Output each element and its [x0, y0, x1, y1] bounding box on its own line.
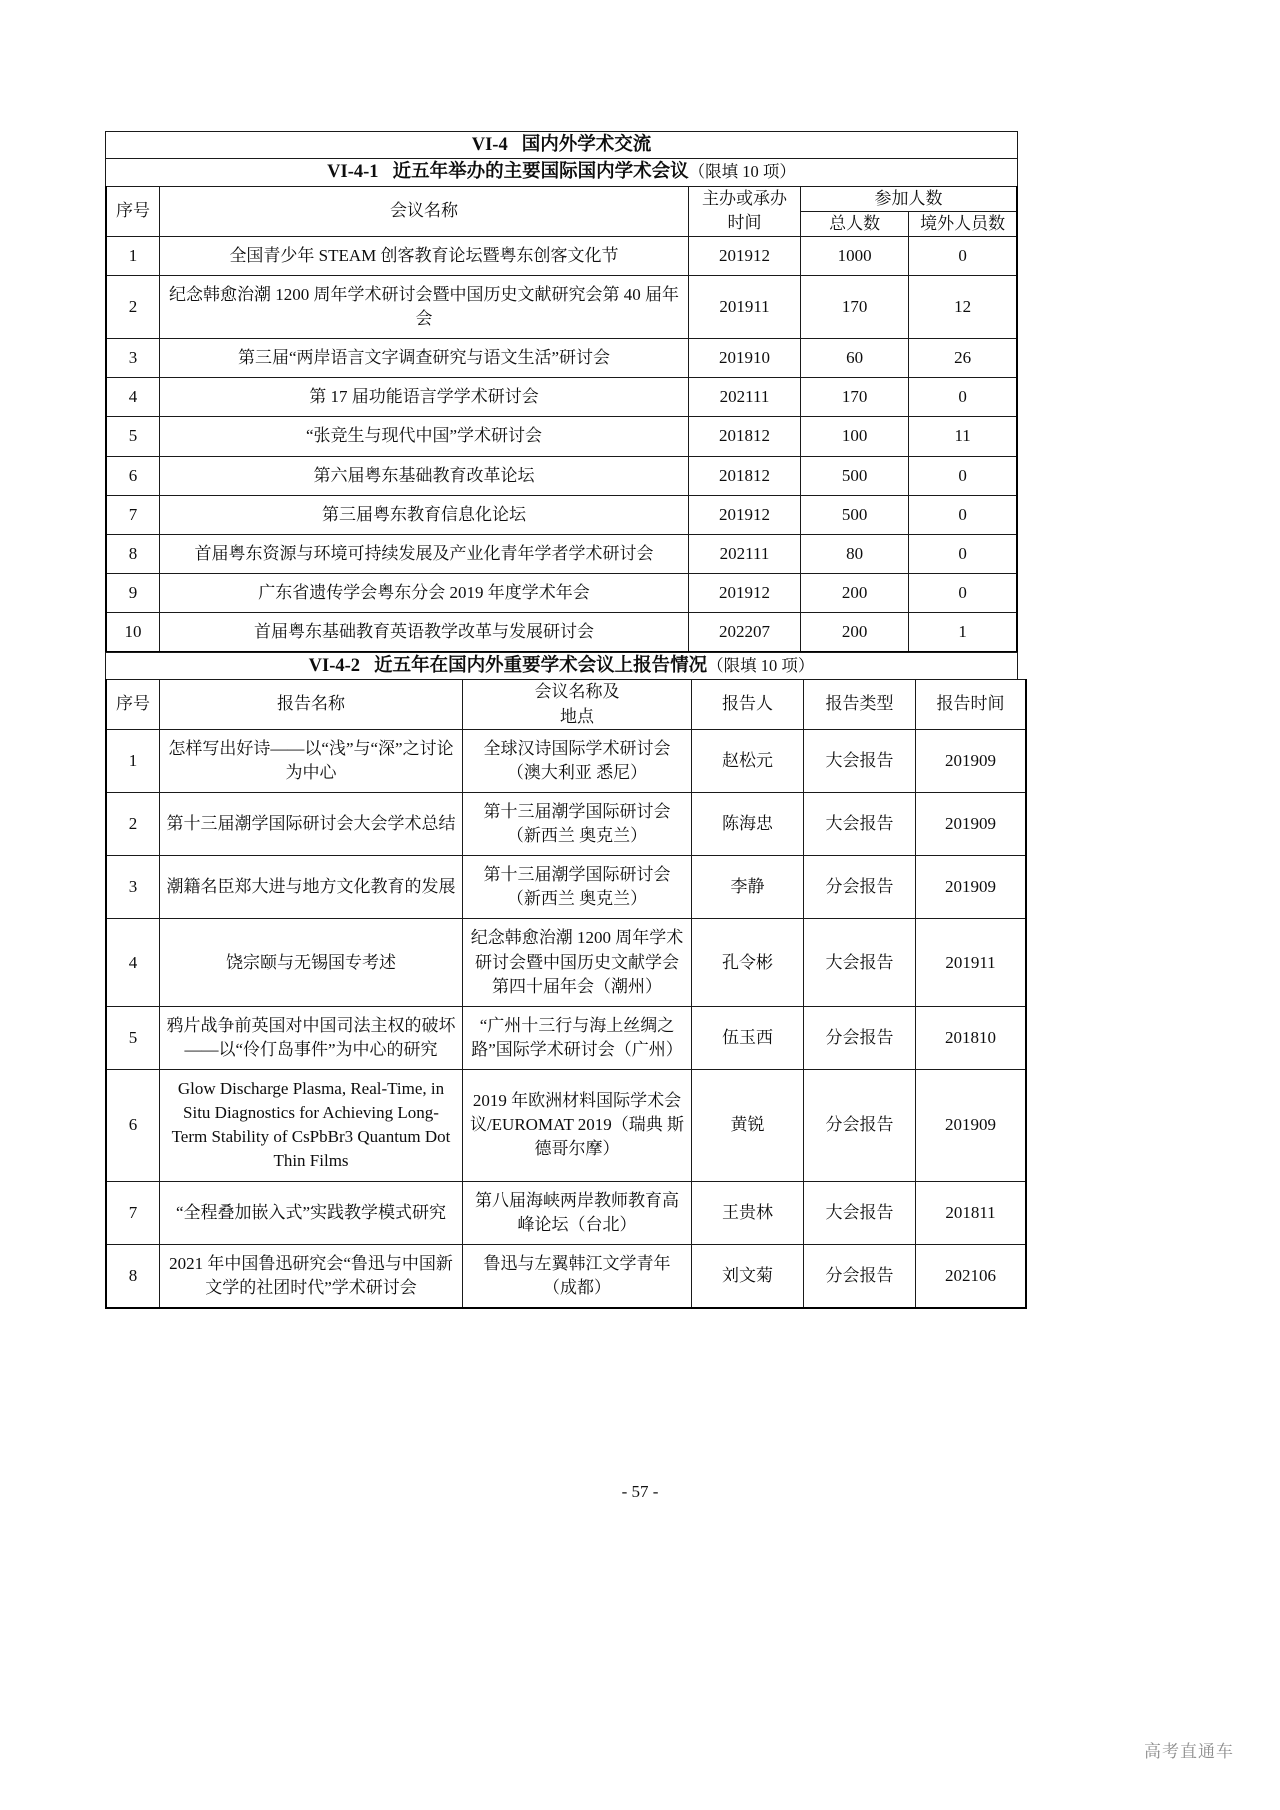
table-row	[106, 1181, 1026, 1244]
cell-report-time	[916, 1070, 1027, 1182]
cell-report-name-text: 2021 年中国鲁迅研究会“鲁迅与中国新文学的社团时代”学术研讨会	[169, 1253, 453, 1297]
cell-seq-text: 8	[128, 543, 138, 563]
table-row	[106, 534, 1017, 573]
cell-report-name	[160, 729, 463, 792]
subsection-band-cell	[106, 159, 1018, 186]
table-row	[106, 919, 1026, 1006]
cell-seq	[106, 417, 160, 456]
cell-host-time-text: 201912	[719, 582, 770, 602]
host-time-line-1: 主办或承办	[702, 189, 787, 209]
cell-total	[801, 495, 909, 534]
cell-conference-name	[160, 236, 689, 275]
cell-conference-place	[463, 1006, 692, 1069]
cell-seq	[106, 1006, 160, 1069]
table-row	[106, 792, 1026, 855]
table-row	[106, 856, 1026, 919]
cell-report-name-text: 饶宗颐与无锡国专考述	[226, 952, 396, 972]
cell-report-type-text: 分会报告	[825, 877, 894, 897]
cell-conference-name	[160, 573, 689, 612]
table-row	[106, 1006, 1026, 1069]
col-header-total: 总人数	[801, 211, 909, 236]
cell-conference-place-text: 第十三届潮学国际研讨会（新西兰 奥克兰）	[483, 801, 671, 846]
cell-seq-text: 4	[128, 952, 138, 972]
cell-total	[801, 573, 909, 612]
cell-overseas	[909, 534, 1017, 573]
section-title: 国内外学术交流	[521, 135, 652, 155]
cell-report-time	[916, 1181, 1027, 1244]
cell-conference-place-text: 2019 年欧洲材料国际学术会议/EUROMAT 2019（瑞典 斯德哥尔摩）	[469, 1091, 685, 1159]
cell-report-type-text: 大会报告	[825, 1202, 894, 1222]
subsection-2-note: （限填 10 项）	[707, 656, 815, 676]
cell-conference-place	[463, 1070, 692, 1182]
reports-table-header-row	[106, 680, 1026, 729]
cell-report-time	[916, 729, 1027, 792]
subsection-2-title: 近五年在国内外重要学术会议上报告情况	[374, 656, 708, 677]
cell-host-time-text: 201910	[719, 348, 770, 368]
cell-seq-text: 3	[128, 877, 138, 897]
cell-report-type-text: 分会报告	[825, 1115, 894, 1135]
cell-seq	[106, 236, 160, 275]
cell-report-name	[160, 792, 463, 855]
cell-report-time-text: 201811	[945, 1202, 996, 1222]
conferences-table	[105, 186, 1018, 654]
cell-report-type-text: 分会报告	[825, 1265, 894, 1285]
cell-host-time	[689, 534, 801, 573]
cell-overseas-text: 26	[954, 348, 972, 368]
cell-host-time-text: 202111	[719, 387, 770, 407]
subsection-2-band-cell	[106, 653, 1018, 680]
subsection-1-band-table	[105, 158, 1018, 186]
conferences-table-header-row-1	[106, 186, 1017, 211]
cell-seq-text: 6	[128, 465, 138, 485]
cell-host-time	[689, 573, 801, 612]
cell-host-time	[689, 339, 801, 378]
cell-reporter	[692, 1244, 804, 1308]
cell-conference-place	[463, 792, 692, 855]
cell-report-time-text: 201909	[945, 877, 996, 897]
cell-reporter	[692, 729, 804, 792]
cell-total	[801, 613, 909, 653]
cell-host-time	[689, 417, 801, 456]
cell-host-time-text: 201812	[719, 426, 770, 446]
cell-report-name	[160, 1244, 463, 1308]
table-row	[106, 417, 1017, 456]
cell-seq	[106, 573, 160, 612]
subsection-2-code: VI-4-2	[308, 656, 361, 677]
cell-report-type	[804, 1244, 916, 1308]
cell-seq	[106, 856, 160, 919]
cell-report-type-text: 大会报告	[825, 813, 894, 833]
cell-report-type	[804, 1181, 916, 1244]
cell-conference-place-text: 第八届海峡两岸教师教育高峰论坛（台北）	[475, 1190, 679, 1234]
cell-host-time	[689, 378, 801, 417]
cell-report-time-text: 201911	[945, 952, 996, 972]
cell-seq	[106, 1181, 160, 1244]
cell-report-name-text: 潮籍名臣郑大进与地方文化教育的发展	[166, 877, 456, 897]
reports-table-body	[106, 729, 1026, 1308]
cell-conference-place-text: 纪念韩愈治潮 1200 周年学术研讨会暨中国历史文献学会第四十届年会（潮州）	[470, 928, 684, 996]
cell-report-name	[160, 856, 463, 919]
cell-overseas	[909, 378, 1017, 417]
cell-seq-text: 5	[128, 426, 138, 446]
cell-conference-name-text: “张竞生与现代中国”学术研讨会	[305, 426, 543, 446]
cell-overseas	[909, 573, 1017, 612]
cell-seq-text: 4	[128, 387, 138, 407]
cell-reporter	[692, 856, 804, 919]
cell-host-time-text: 201911	[719, 296, 770, 316]
cell-conference-name-text: 首届粤东基础教育英语教学改革与发展研讨会	[254, 622, 594, 642]
cell-overseas	[909, 236, 1017, 275]
cell-host-time	[689, 613, 801, 653]
cell-conference-place-text: 全球汉诗国际学术研讨会（澳大利亚 悉尼）	[483, 738, 671, 782]
col-header-report-type: 报告类型	[804, 680, 916, 729]
cell-overseas-text: 0	[958, 504, 967, 524]
cell-overseas	[909, 456, 1017, 495]
cell-total-text: 1000	[837, 245, 872, 265]
cell-overseas	[909, 339, 1017, 378]
subsection-1-code: VI-4-1	[327, 162, 379, 183]
section-band-vi-4	[106, 132, 1018, 159]
cell-total	[801, 378, 909, 417]
cell-seq-text: 10	[124, 622, 142, 642]
section-band-cell	[106, 132, 1018, 159]
cell-report-name-text: 鸦片战争前英国对中国司法主权的破坏——以“伶仃岛事件”为中心的研究	[166, 1015, 456, 1059]
cell-report-time-text: 201810	[945, 1027, 996, 1047]
subsection-1-note: （限填 10 项）	[688, 162, 796, 182]
cell-conference-name	[160, 275, 689, 338]
cell-overseas-text: 0	[958, 543, 967, 563]
cell-seq-text: 5	[128, 1027, 138, 1047]
page-number: - 57 -	[621, 1482, 659, 1501]
cell-report-type	[804, 729, 916, 792]
form-sheet	[105, 131, 1018, 1309]
cell-conference-name-text: 首届粤东资源与环境可持续发展及产业化青年学者学术研讨会	[194, 543, 654, 563]
col-header-seq-2: 序号	[106, 680, 160, 729]
cell-report-type	[804, 919, 916, 1006]
cell-report-type	[804, 1070, 916, 1182]
cell-reporter	[692, 1181, 804, 1244]
conf-header-line-1: 会议名称及	[534, 682, 620, 702]
cell-conference-name-text: 第六届粤东基础教育改革论坛	[313, 465, 535, 485]
cell-conference-place	[463, 919, 692, 1006]
cell-report-name-text: 怎样写出好诗——以“浅”与“深”之讨论为中心	[168, 738, 454, 782]
cell-report-name	[160, 1006, 463, 1069]
cell-report-type	[804, 1006, 916, 1069]
cell-seq	[106, 378, 160, 417]
cell-seq	[106, 729, 160, 792]
cell-report-name	[160, 919, 463, 1006]
cell-reporter-text: 伍玉西	[722, 1027, 773, 1047]
cell-conference-name-text: 广东省遗传学会粤东分会 2019 年度学术年会	[258, 582, 590, 602]
cell-report-time-text: 202106	[945, 1265, 996, 1285]
cell-seq	[106, 1244, 160, 1308]
cell-report-type-text: 大会报告	[825, 952, 894, 972]
col-header-report-name: 报告名称	[160, 680, 463, 729]
cell-conference-place-text: 鲁迅与左翼韩江文学青年（成都）	[483, 1253, 671, 1297]
cell-conference-name-text: 纪念韩愈治潮 1200 周年学术研讨会暨中国历史文献研究会第 40 届年会	[169, 284, 679, 329]
cell-host-time-text: 201912	[719, 504, 770, 524]
cell-overseas-text: 12	[954, 296, 972, 316]
cell-seq	[106, 339, 160, 378]
cell-report-time	[916, 919, 1027, 1006]
cell-seq-text: 6	[128, 1115, 138, 1135]
cell-reporter-text: 王贵林	[722, 1202, 773, 1222]
col-header-host-time	[689, 186, 801, 236]
cell-host-time	[689, 275, 801, 338]
cell-overseas	[909, 417, 1017, 456]
cell-seq-text: 7	[128, 1202, 138, 1222]
cell-report-time	[916, 792, 1027, 855]
cell-seq	[106, 495, 160, 534]
col-header-conference-and-place	[463, 680, 692, 729]
col-header-conference-name: 会议名称	[160, 186, 689, 236]
section-code: VI-4	[471, 135, 508, 155]
cell-overseas	[909, 495, 1017, 534]
cell-seq	[106, 919, 160, 1006]
cell-host-time	[689, 456, 801, 495]
cell-reporter-text: 黄锐	[730, 1115, 765, 1135]
table-row	[106, 613, 1017, 653]
cell-reporter-text: 赵松元	[722, 750, 773, 770]
cell-total	[801, 456, 909, 495]
cell-host-time-text: 201812	[719, 465, 770, 485]
table-row	[106, 1244, 1026, 1308]
host-time-line-2: 时间	[727, 213, 762, 233]
cell-total-text: 500	[841, 465, 868, 485]
cell-host-time	[689, 236, 801, 275]
cell-report-time-text: 201909	[945, 750, 996, 770]
cell-seq-text: 3	[128, 348, 138, 368]
cell-host-time-text: 201912	[719, 245, 770, 265]
cell-seq-text: 2	[128, 813, 138, 833]
cell-conference-name-text: 第三届“两岸语言文字调查研究与语文生活”研讨会	[237, 348, 611, 368]
cell-total	[801, 339, 909, 378]
cell-overseas	[909, 613, 1017, 653]
cell-report-name-text: “全程叠加嵌入式”实践教学模式研究	[175, 1202, 447, 1222]
table-row	[106, 729, 1026, 792]
subsection-2-band-table	[105, 652, 1018, 680]
cell-overseas	[909, 275, 1017, 338]
cell-report-time-text: 201909	[945, 1115, 996, 1135]
cell-report-name-text: 第十三届潮学国际研讨会大会学术总结	[166, 813, 456, 833]
cell-conference-name	[160, 534, 689, 573]
cell-reporter-text: 孔令彬	[722, 952, 773, 972]
watermark: 高考直通车	[1144, 1742, 1234, 1761]
col-header-reporter: 报告人	[692, 680, 804, 729]
cell-report-name	[160, 1070, 463, 1182]
cell-seq-text: 1	[128, 245, 138, 265]
cell-reporter	[692, 1070, 804, 1182]
cell-seq	[106, 613, 160, 653]
cell-seq	[106, 792, 160, 855]
cell-conference-place-text: 第十三届潮学国际研讨会（新西兰 奥克兰）	[483, 865, 671, 909]
cell-conference-name-text: 第三届粤东教育信息化论坛	[322, 504, 526, 524]
cell-total	[801, 534, 909, 573]
table-row	[106, 275, 1017, 338]
cell-conference-name	[160, 495, 689, 534]
cell-host-time	[689, 495, 801, 534]
cell-conference-name-text: 第 17 届功能语言学学术研讨会	[309, 387, 539, 407]
table-row	[106, 339, 1017, 378]
cell-reporter-text: 刘文菊	[722, 1265, 773, 1285]
conf-header-line-2: 地点	[560, 706, 594, 726]
cell-reporter	[692, 1006, 804, 1069]
col-header-overseas: 境外人员数	[909, 211, 1017, 236]
cell-seq-text: 1	[128, 750, 138, 770]
section-band-table	[105, 131, 1018, 159]
cell-total	[801, 275, 909, 338]
cell-total-text: 200	[841, 622, 868, 642]
subsection-band-vi-4-1	[106, 159, 1018, 186]
cell-total-text: 80	[846, 543, 864, 563]
cell-report-type	[804, 856, 916, 919]
cell-overseas-text: 0	[958, 245, 967, 265]
cell-total-text: 170	[841, 296, 868, 316]
cell-overseas-text: 0	[958, 387, 967, 407]
cell-report-type-text: 分会报告	[825, 1027, 894, 1047]
cell-seq	[106, 534, 160, 573]
cell-report-time	[916, 1006, 1027, 1069]
cell-conference-place	[463, 1181, 692, 1244]
cell-seq-text: 7	[128, 504, 138, 524]
table-row	[106, 1070, 1026, 1182]
reports-table	[105, 679, 1027, 1309]
cell-seq-text: 2	[128, 296, 138, 316]
cell-total	[801, 417, 909, 456]
table-row	[106, 456, 1017, 495]
cell-report-time	[916, 856, 1027, 919]
cell-conference-name	[160, 456, 689, 495]
cell-seq	[106, 275, 160, 338]
col-header-participants: 参加人数	[801, 186, 1018, 211]
cell-total-text: 170	[841, 387, 868, 407]
cell-conference-place-text: “广州十三行与海上丝绸之路”国际学术研讨会（广州）	[471, 1015, 683, 1059]
cell-report-name-text: Glow Discharge Plasma, Real-Time, in Situ Diagnostics for Achieving Long-Term Stability of CsPbBr3 Quantum Dot Thin Films	[171, 1079, 451, 1171]
table-row	[106, 573, 1017, 612]
cell-conference-name-text: 全国青少年 STEAM 创客教育论坛暨粤东创客文化节	[229, 245, 619, 265]
cell-conference-place	[463, 1244, 692, 1308]
cell-total	[801, 236, 909, 275]
subsection-1-title: 近五年举办的主要国际国内学术会议	[392, 162, 689, 183]
col-header-report-time: 报告时间	[916, 680, 1027, 729]
cell-seq	[106, 456, 160, 495]
col-header-seq: 序号	[106, 186, 160, 236]
cell-reporter-text: 陈海忠	[722, 813, 773, 833]
cell-conference-name	[160, 378, 689, 417]
cell-total-text: 60	[846, 348, 864, 368]
cell-report-name	[160, 1181, 463, 1244]
subsection-band-vi-4-2	[106, 653, 1018, 680]
table-row	[106, 236, 1017, 275]
cell-reporter	[692, 919, 804, 1006]
cell-conference-name	[160, 613, 689, 653]
cell-reporter	[692, 792, 804, 855]
cell-seq	[106, 1070, 160, 1182]
cell-report-time-text: 201909	[945, 813, 996, 833]
cell-total-text: 200	[841, 582, 868, 602]
cell-total-text: 500	[841, 504, 868, 524]
cell-overseas-text: 0	[958, 582, 967, 602]
cell-reporter-text: 李静	[730, 877, 765, 897]
cell-overseas-text: 11	[954, 426, 971, 446]
cell-total-text: 100	[841, 426, 868, 446]
table-row	[106, 378, 1017, 417]
table-row	[106, 495, 1017, 534]
cell-report-type	[804, 792, 916, 855]
cell-conference-name	[160, 339, 689, 378]
conferences-table-body	[106, 236, 1017, 652]
cell-overseas-text: 0	[958, 465, 967, 485]
cell-seq-text: 9	[128, 582, 138, 602]
cell-report-type-text: 大会报告	[825, 750, 894, 770]
cell-seq-text: 8	[128, 1265, 138, 1285]
cell-host-time-text: 202111	[719, 543, 770, 563]
cell-conference-place	[463, 729, 692, 792]
cell-conference-name	[160, 417, 689, 456]
cell-conference-place	[463, 856, 692, 919]
cell-host-time-text: 202207	[719, 622, 770, 642]
cell-overseas-text: 1	[958, 622, 967, 642]
cell-report-time	[916, 1244, 1027, 1308]
